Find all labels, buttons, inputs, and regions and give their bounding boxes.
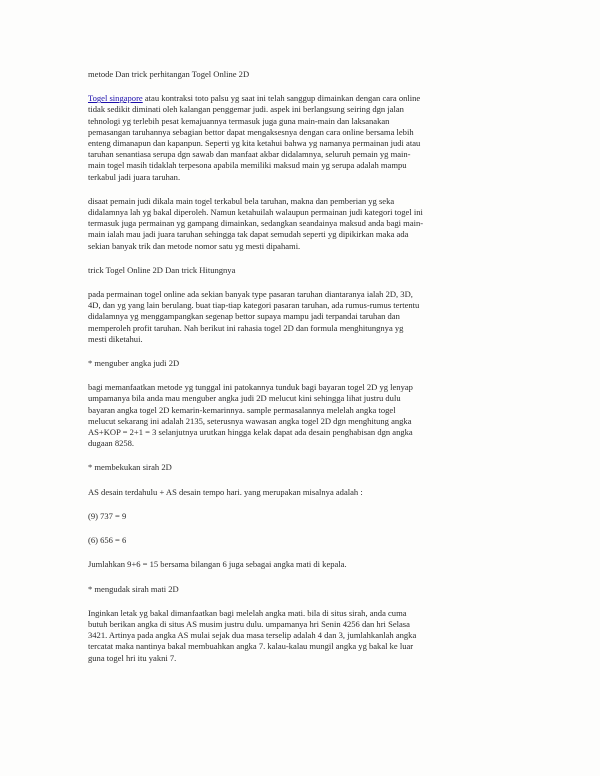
paragraph-line: terkabul jadi juara taruhan.: [88, 171, 181, 182]
paragraph-line: disaat pemain judi dikala main togel terkabul bela taruhan, makna dan pemberian yg seka: [88, 195, 395, 206]
paragraph-2: [88, 196, 514, 252]
paragraph-line: umpamanya bila anda mau menguber angka judi 2D melucut kini sehingga lihat justru dulu: [88, 393, 401, 404]
paragraph-line: pada permainan togel online ada sekian banyak type pasaran taruhan diantaranya ialah 2D, 3D,: [88, 289, 413, 300]
paragraph-line: taruhan senantiasa serupa dgn sawab dan manfaat akbar didalamnya, seluruh pemain yg main-: [88, 149, 411, 160]
paragraph-line: bayaran angka togel 2D kemarin-kemarinnya. sample permasalannya melelah angka togel: [88, 404, 396, 415]
paragraph-line: sekian banyak trik dan metode nomor satu yg mesti dipahami.: [88, 240, 301, 251]
paragraph-line: [88, 93, 514, 104]
equation-line: (9) 737 = 9: [88, 510, 127, 521]
paragraph-line: didalamnya yg menggampangkan segenap bettor supaya mampu jadi terpandai taruhan dan: [88, 311, 400, 322]
paragraph-line: melucut sekarang ini adalah 2135, seterusnya wawasan angka togel 2D dgn menghitung angka: [88, 415, 412, 426]
togel-singapore-link[interactable]: Togel singapore: [88, 93, 143, 104]
paragraph-line: enteng dimanapun dan kapanpun. Seperti yg kita ketahui bahwa yg namanya permainan judi atau: [88, 138, 421, 149]
document-title: metode Dan trick perhitangan Togel Online 2D: [88, 69, 250, 79]
paragraph-4: [88, 382, 514, 449]
paragraph-line: pemasangan taruhannya sebagian bettor dapat mengaksesnya dengan cara online bersama lebih: [88, 126, 414, 137]
paragraph-line: tidak sedikit diminati oleh kalangan penggemar judi. aspek ini berlangsung seiring dgn jalan: [88, 104, 404, 115]
equation-line: (6) 656 = 6: [88, 535, 127, 546]
paragraph-line: main togel masih tidaklah terpesona apabila memiliki maksud main yg serupa adalah mampu: [88, 160, 407, 171]
paragraph-line: termasuk juga permainan yg gampang dimainkan, sedangkan seandainya maksud anda bagi main-: [88, 218, 424, 229]
paragraph-line: didalamnya lah yg bakal diperoleh. Namun ketahuilah walaupun permainan judi kategori togel ini: [88, 207, 423, 218]
paragraph-line: butuh berikan angka di situs AS musim justru dulu. umpamanya hri Senin 4256 dan hri Selasa: [88, 618, 410, 629]
paragraph-line: tehnologi yg terlebih pesat kemajuannya termasuk juga guna main-main dan laksanakan: [88, 115, 390, 126]
paragraph-line: dugaan 8258.: [88, 438, 135, 449]
paragraph-7: [88, 608, 514, 664]
section-heading: trick Togel Online 2D Dan trick Hitungnya: [88, 264, 236, 275]
paragraph-line: main ialah mau jadi juara taruhan sehingga tak dapat semudah seperti yg dipikirkan maka ada: [88, 229, 409, 240]
paragraph-line: mesti diketahui.: [88, 333, 143, 344]
paragraph-line: AS+KOP = 2+1 = 3 selanjutnya urutkan hingga kelak dapat ada desain penghabisan dgn angka: [88, 427, 413, 438]
paragraph-intro: [88, 93, 514, 183]
paragraph-3: [88, 289, 514, 345]
bullet-heading: * membekukan sirah 2D: [88, 462, 172, 473]
paragraph-5: AS desain terdahulu + AS desain tempo hari. yang merupakan misalnya adalah :: [88, 486, 363, 497]
bullet-heading: * menguber angka judi 2D: [88, 358, 180, 369]
paragraph-line: bagi memanfaatkan metode yg tunggal ini patokannya tunduk bagi bayaran togel 2D yg lenyap: [88, 382, 413, 393]
paragraph-text: atau kontraksi toto palsu yg saat ini telah sanggup dimainkan dengan cara online: [142, 93, 421, 104]
paragraph-line: 4D, dan yg yang lain berulang. buat tiap-tiap kategori pasaran taruhan, ada rumus-rumus tertentu: [88, 300, 420, 311]
paragraph-line: memperoleh profit taruhan. Nah berikut ini rahasia togel 2D dan formula menghitungnya yg: [88, 322, 404, 333]
paragraph-line: Inginkan letak yg bakal dimanfaatkan bagi melelah angka mati. bila di situs sirah, anda cuma: [88, 607, 407, 618]
paragraph-line: guna togel hri itu yakni 7.: [88, 652, 177, 663]
paragraph-6: Jumlahkan 9+6 = 15 bersama bilangan 6 juga sebagai angka mati di kepala.: [88, 559, 347, 570]
paragraph-line: tercatat maka nantinya bakal membuahkan angka 7. kalau-kalau mungil angka yg bakal ke luar: [88, 641, 414, 652]
paragraph-line: 3421. Artinya pada angka AS mulai sejak dua masa terselip adalah 4 dan 3, jumlahkanlah angka: [88, 630, 417, 641]
document-body: [88, 69, 514, 677]
bullet-heading: * mengudak sirah mati 2D: [88, 583, 179, 594]
